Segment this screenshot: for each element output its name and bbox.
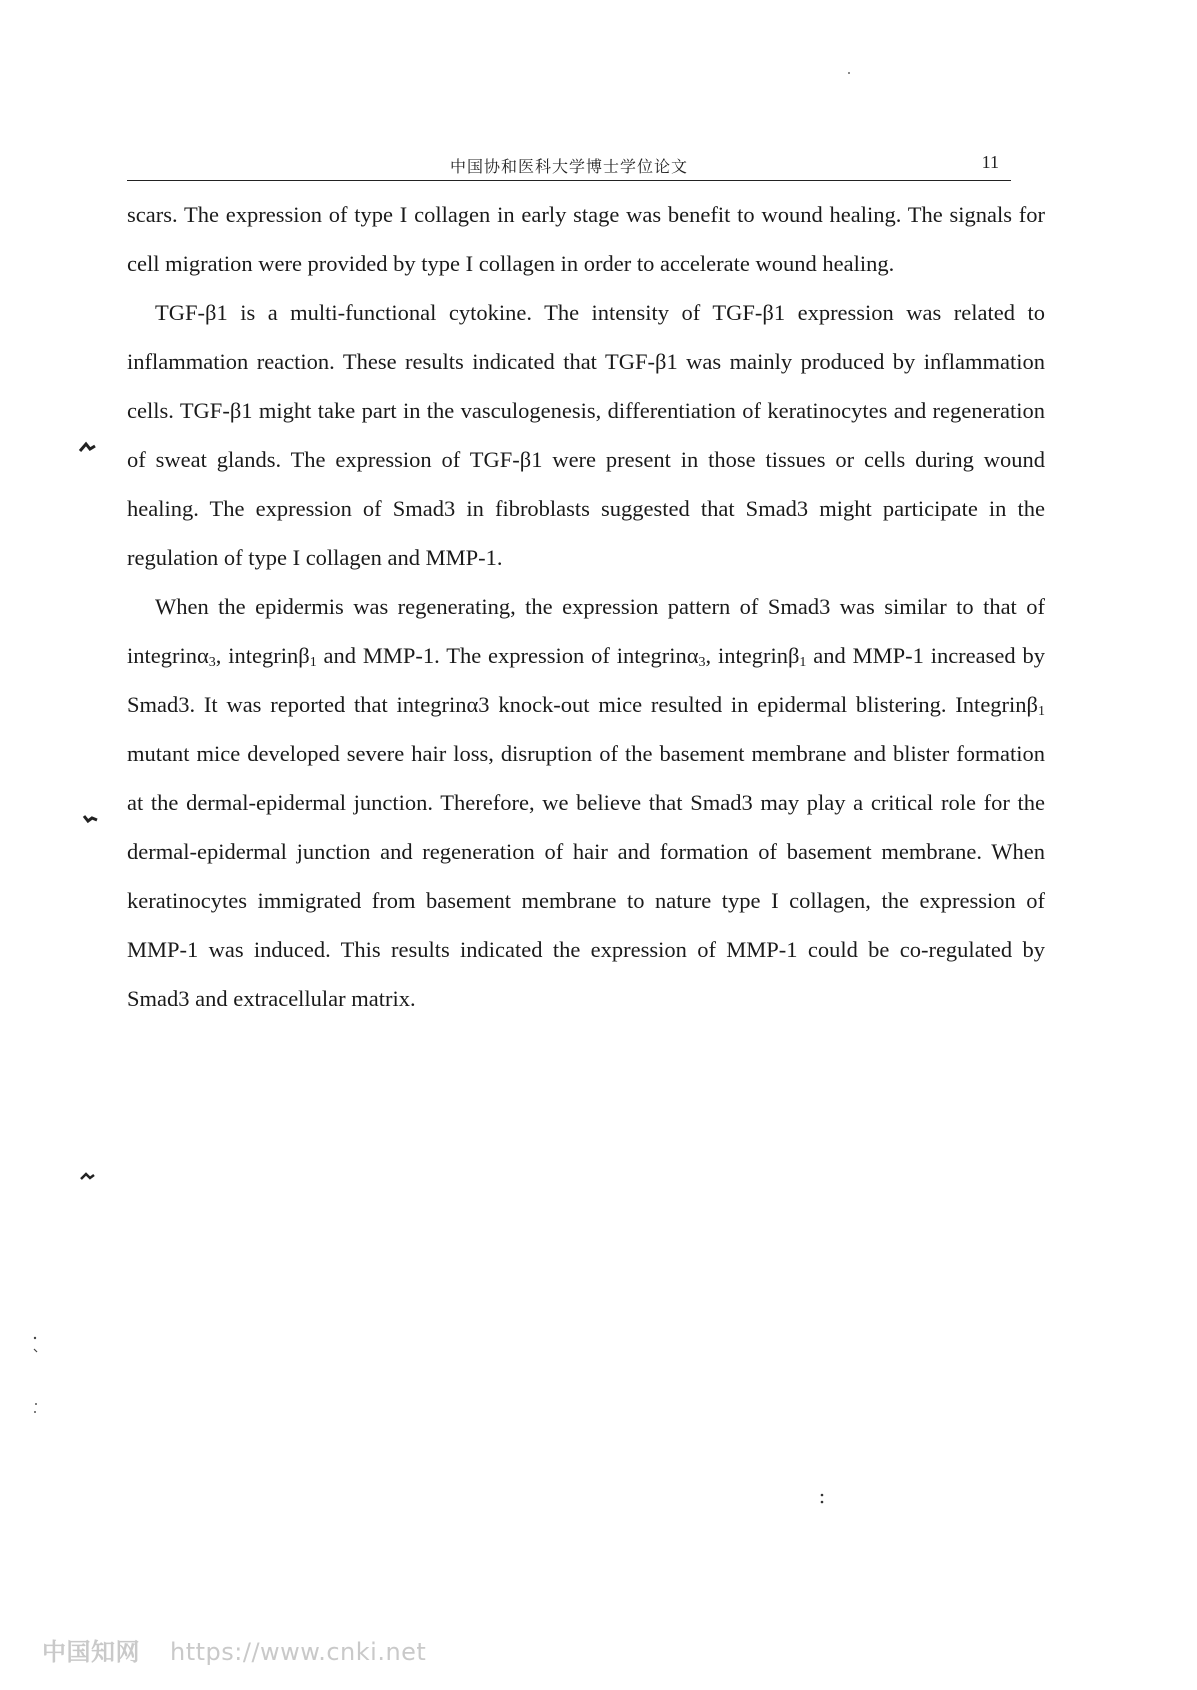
- scan-artifact-mark: [32, 1335, 40, 1355]
- p3-subscript-5: 1: [1038, 704, 1045, 719]
- p3-segment-2: , integrinβ: [215, 643, 310, 668]
- scan-artifact-mark: [82, 812, 100, 824]
- footer-logo: 中国知网: [42, 1638, 140, 1666]
- footer-url[interactable]: https://www.cnki.net: [170, 1638, 427, 1666]
- scan-artifact-mark: [79, 1170, 97, 1182]
- body-text: [127, 190, 1045, 1023]
- running-header: [127, 150, 1011, 181]
- p3-subscript-2: 1: [309, 655, 317, 670]
- scan-artifact-mark: [818, 1492, 826, 1506]
- p3-subscript-4: 1: [799, 655, 807, 670]
- page-number: 11: [981, 152, 999, 172]
- p3-segment-4: , integrinβ: [705, 643, 800, 668]
- paragraph-1: scars. The expression of type I collagen in early stage was benefit to wound healing. The signals for cell migration were provided by type I collagen in order to accelerate wound healing.: [127, 202, 1045, 276]
- footer-watermark: [42, 1632, 426, 1667]
- p3-segment-1: When the epidermis was regenerating, the expression pattern of Smad3 was similar to that of integrinα: [127, 594, 1045, 668]
- scan-artifact-mark: [32, 1400, 40, 1418]
- scan-artifact-mark: [78, 440, 98, 454]
- p3-segment-3: and MMP-1. The expression of integrinα: [316, 643, 699, 668]
- scan-artifact-mark: [846, 70, 852, 76]
- p3-segment-6: mutant mice developed severe hair loss, disruption of the basement membrane and blister formation at the dermal-epidermal junction. Therefore, we believe that Smad3 may play a critical role for the dermal-epidermal junction and regeneration of hair and formation of basement membrane. When keratinocytes immigrated from basement membrane to nature type I collagen, the expression of MMP-1 was induced. This results indicated the expression of MMP-1 could be co-regulated by Smad3 and extracellular matrix.: [127, 741, 1045, 1011]
- paragraph-3: [127, 582, 1045, 1023]
- paragraph-2: TGF-β1 is a multi-functional cytokine. The intensity of TGF-β1 expression was related to inflammation reaction. These results indicated that TGF-β1 was mainly produced by inflammation cells. TGF-β1 might take part in the vasculogenesis, differentiation of keratinocytes and regeneration of sweat glands. The expression of TGF-β1 were present in those tissues or cells during wound healing. The expression of Smad3 in fibroblasts suggested that Smad3 might participate in the regulation of type I collagen and MMP-1.: [127, 300, 1045, 570]
- p3-subscript-1: 3: [208, 655, 216, 670]
- p3-subscript-3: 3: [698, 655, 706, 670]
- p3-segment-5: and MMP-1 increased by Smad3. It was reported that integrinα3 knock-out mice resulted in epidermal blistering. Integrinβ: [127, 643, 1045, 717]
- header-title: 中国协和医科大学博士学位论文: [449, 157, 688, 176]
